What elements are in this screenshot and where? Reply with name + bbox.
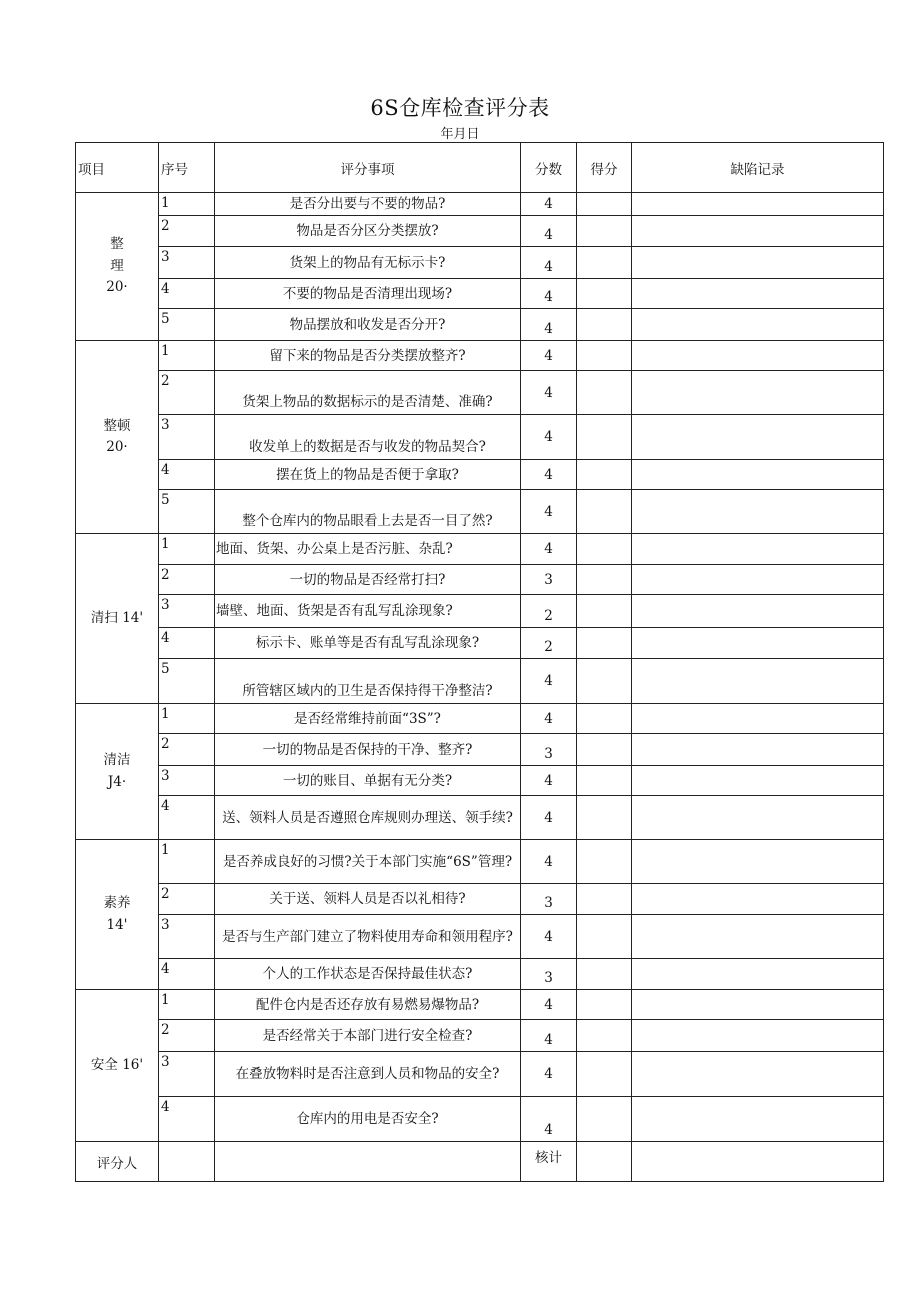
table-row <box>76 279 884 309</box>
header-row <box>76 143 884 193</box>
defect-record-cell[interactable] <box>632 371 884 415</box>
check-item: 一切的物品是否保持的干净、整齐? <box>215 734 521 766</box>
check-item: 是否分出要与不要的物品? <box>215 193 521 216</box>
defect-record-cell[interactable] <box>632 796 884 840</box>
check-item: 物品摆放和收发是否分开? <box>215 309 521 341</box>
obtained-score-cell[interactable] <box>577 415 632 460</box>
row-number: 2 <box>159 565 215 595</box>
row-number: 1 <box>159 990 215 1020</box>
score-table <box>75 142 884 1182</box>
header-item: 评分事项 <box>215 143 521 193</box>
obtained-score-cell[interactable] <box>577 990 632 1020</box>
table-row <box>76 193 884 216</box>
obtained-score-cell[interactable] <box>577 371 632 415</box>
header-obtained: 得分 <box>577 143 632 193</box>
group-name-cell <box>76 990 159 1142</box>
max-score: 2 <box>521 595 577 628</box>
row-number: 4 <box>159 628 215 659</box>
table-body <box>76 193 884 1142</box>
max-score: 4 <box>521 216 577 247</box>
obtained-score-cell[interactable] <box>577 565 632 595</box>
defect-record-cell[interactable] <box>632 734 884 766</box>
defect-record-cell[interactable] <box>632 279 884 309</box>
defect-record-cell[interactable] <box>632 1097 884 1142</box>
row-number: 4 <box>159 460 215 490</box>
table-row <box>76 309 884 341</box>
group-name-line: 整顿 <box>103 417 131 434</box>
max-score: 4 <box>521 704 577 734</box>
max-score: 3 <box>521 734 577 766</box>
max-score: 4 <box>521 1020 577 1052</box>
obtained-score-cell[interactable] <box>577 915 632 959</box>
obtained-score-cell[interactable] <box>577 247 632 279</box>
date-line: 年月日 <box>440 127 480 142</box>
max-score: 4 <box>521 279 577 309</box>
header-number: 序号 <box>159 143 215 193</box>
check-item: 是否经常关于本部门进行安全检查? <box>215 1020 521 1052</box>
row-number: 2 <box>159 884 215 915</box>
check-item: 标示卡、账单等是否有乱写乱涂现象? <box>215 628 521 659</box>
row-number: 2 <box>159 216 215 247</box>
max-score: 4 <box>521 534 577 565</box>
check-item: 个人的工作状态是否保持最佳状态? <box>215 959 521 990</box>
defect-record-cell[interactable] <box>632 915 884 959</box>
defect-record-cell[interactable] <box>632 534 884 565</box>
group-name-cell <box>76 341 159 534</box>
defect-record-cell[interactable] <box>632 309 884 341</box>
max-score: 4 <box>521 309 577 341</box>
max-score: 4 <box>521 990 577 1020</box>
row-number: 4 <box>159 959 215 990</box>
check-item: 是否经常维持前面“3S”? <box>215 704 521 734</box>
defect-record-cell[interactable] <box>632 595 884 628</box>
row-number: 5 <box>159 659 215 704</box>
table-row <box>76 990 884 1020</box>
table-row <box>76 1097 884 1142</box>
defect-record-cell[interactable] <box>632 193 884 216</box>
table-row <box>76 490 884 534</box>
max-score: 4 <box>521 415 577 460</box>
check-item: 配件仓内是否还存放有易燃易爆物品? <box>215 990 521 1020</box>
obtained-score-cell[interactable] <box>577 884 632 915</box>
defect-record-cell[interactable] <box>632 659 884 704</box>
defect-record-cell[interactable] <box>632 766 884 796</box>
table-row <box>76 659 884 704</box>
group-name-line: 安全 16' <box>90 1056 144 1073</box>
row-number: 5 <box>159 309 215 341</box>
group-name-line: 理 <box>110 257 124 274</box>
defect-record-cell[interactable] <box>632 415 884 460</box>
row-number: 4 <box>159 279 215 309</box>
check-item: 整个仓库内的物品眼看上去是否一目了然? <box>215 490 521 534</box>
max-score: 4 <box>521 659 577 704</box>
max-score: 4 <box>521 796 577 840</box>
check-item: 收发单上的数据是否与收发的物品契合? <box>215 415 521 460</box>
row-number: 1 <box>159 704 215 734</box>
obtained-score-cell[interactable] <box>577 766 632 796</box>
table-row <box>76 460 884 490</box>
group-name-line: 清扫 14' <box>90 609 144 626</box>
table-row <box>76 415 884 460</box>
row-number: 2 <box>159 734 215 766</box>
max-score: 4 <box>521 371 577 415</box>
defect-record-cell[interactable] <box>632 1020 884 1052</box>
obtained-score-cell[interactable] <box>577 341 632 371</box>
rater-label: 评分人 <box>76 1142 159 1182</box>
row-number: 3 <box>159 415 215 460</box>
defect-record-cell[interactable] <box>632 490 884 534</box>
check-item: 一切的账目、单据有无分类? <box>215 766 521 796</box>
row-number: 1 <box>159 534 215 565</box>
row-number: 2 <box>159 371 215 415</box>
table-row <box>76 595 884 628</box>
row-number: 3 <box>159 766 215 796</box>
obtained-score-cell[interactable] <box>577 279 632 309</box>
obtained-score-cell[interactable] <box>577 309 632 341</box>
table-row <box>76 1052 884 1097</box>
table-row <box>76 371 884 415</box>
row-number: 3 <box>159 1052 215 1097</box>
header-defects: 缺陷记录 <box>632 143 884 193</box>
max-score: 4 <box>521 247 577 279</box>
row-number: 1 <box>159 341 215 371</box>
obtained-score-cell[interactable] <box>577 216 632 247</box>
defect-record-cell[interactable] <box>632 1052 884 1097</box>
defect-record-cell[interactable] <box>632 840 884 884</box>
defect-record-cell[interactable] <box>632 247 884 279</box>
obtained-score-cell[interactable] <box>577 704 632 734</box>
group-name-line: 整 <box>110 236 124 253</box>
max-score: 4 <box>521 915 577 959</box>
max-score: 4 <box>521 490 577 534</box>
obtained-score-cell[interactable] <box>577 840 632 884</box>
defect-record-cell[interactable] <box>632 990 884 1020</box>
row-number: 5 <box>159 490 215 534</box>
group-name-cell <box>76 704 159 840</box>
total-value-cell[interactable] <box>577 1142 632 1182</box>
rater-blank-cell[interactable] <box>159 1142 215 1182</box>
group-name-line: 14' <box>106 916 128 933</box>
obtained-score-cell[interactable] <box>577 659 632 704</box>
row-number: 3 <box>159 247 215 279</box>
max-score: 4 <box>521 460 577 490</box>
footer-blank-cell[interactable] <box>632 1142 884 1182</box>
group-name-cell <box>76 840 159 990</box>
table-row <box>76 959 884 990</box>
check-item: 在叠放物料时是否注意到人员和物品的安全? <box>215 1052 521 1097</box>
check-item: 一切的物品是否经常打扫? <box>215 565 521 595</box>
group-name-line: J4· <box>107 773 127 790</box>
defect-record-cell[interactable] <box>632 884 884 915</box>
row-number: 3 <box>159 915 215 959</box>
defect-record-cell[interactable] <box>632 628 884 659</box>
row-number: 4 <box>159 1097 215 1142</box>
check-item: 墙壁、地面、货架是否有乱写乱涂现象? <box>215 595 521 628</box>
group-name-line: 清洁 <box>103 752 131 769</box>
row-number: 1 <box>159 840 215 884</box>
defect-record-cell[interactable] <box>632 216 884 247</box>
footer-row <box>76 1142 884 1182</box>
obtained-score-cell[interactable] <box>577 796 632 840</box>
obtained-score-cell[interactable] <box>577 595 632 628</box>
defect-record-cell[interactable] <box>632 565 884 595</box>
check-item: 物品是否分区分类摆放? <box>215 216 521 247</box>
obtained-score-cell[interactable] <box>577 534 632 565</box>
table-row <box>76 247 884 279</box>
check-item: 货架上物品的数据标示的是否清楚、准确? <box>215 371 521 415</box>
max-score: 4 <box>521 193 577 216</box>
max-score: 2 <box>521 628 577 659</box>
check-item: 货架上的物品有无标示卡? <box>215 247 521 279</box>
check-item: 是否与生产部门建立了物料使用寿命和领用程序? <box>215 915 521 959</box>
check-item: 摆在货上的物品是否便于拿取? <box>215 460 521 490</box>
obtained-score-cell[interactable] <box>577 959 632 990</box>
max-score: 4 <box>521 341 577 371</box>
obtained-score-cell[interactable] <box>577 490 632 534</box>
table-row <box>76 915 884 959</box>
check-item: 是否养成良好的习惯?关于本部门实施“6S”管理? <box>215 840 521 884</box>
table-row <box>76 734 884 766</box>
table-row <box>76 884 884 915</box>
table-row <box>76 341 884 371</box>
table-row <box>76 534 884 565</box>
group-name-line: 素养 <box>103 895 131 912</box>
table-row <box>76 1020 884 1052</box>
group-name-cell <box>76 534 159 704</box>
row-number: 1 <box>159 193 215 216</box>
max-score: 4 <box>521 840 577 884</box>
form-title: 6S仓库检查评分表 <box>370 96 550 120</box>
check-item: 送、领料人员是否遵照仓库规则办理送、领手续? <box>215 796 521 840</box>
obtained-score-cell[interactable] <box>577 734 632 766</box>
row-number: 3 <box>159 595 215 628</box>
defect-record-cell[interactable] <box>632 959 884 990</box>
check-item: 所管辖区域内的卫生是否保持得干净整洁? <box>215 659 521 704</box>
check-item: 不要的物品是否清理出现场? <box>215 279 521 309</box>
defect-record-cell[interactable] <box>632 341 884 371</box>
obtained-score-cell[interactable] <box>577 1020 632 1052</box>
row-number: 4 <box>159 796 215 840</box>
group-name-line: 20· <box>106 439 128 456</box>
rater-name-cell[interactable] <box>215 1142 521 1182</box>
group-name-cell <box>76 193 159 341</box>
obtained-score-cell[interactable] <box>577 193 632 216</box>
table-row <box>76 840 884 884</box>
max-score: 3 <box>521 884 577 915</box>
max-score: 3 <box>521 959 577 990</box>
max-score: 4 <box>521 1052 577 1097</box>
max-score: 4 <box>521 1097 577 1142</box>
group-name-line: 20· <box>106 279 128 296</box>
total-label: 核计 <box>521 1142 577 1182</box>
table-row <box>76 216 884 247</box>
row-number: 2 <box>159 1020 215 1052</box>
obtained-score-cell[interactable] <box>577 1097 632 1142</box>
defect-record-cell[interactable] <box>632 460 884 490</box>
max-score: 4 <box>521 766 577 796</box>
obtained-score-cell[interactable] <box>577 628 632 659</box>
max-score: 3 <box>521 565 577 595</box>
table-row <box>76 766 884 796</box>
table-row <box>76 565 884 595</box>
check-item: 关于送、领料人员是否以礼相待? <box>215 884 521 915</box>
obtained-score-cell[interactable] <box>577 1052 632 1097</box>
table-row <box>76 796 884 840</box>
table-row <box>76 704 884 734</box>
check-item: 仓库内的用电是否安全? <box>215 1097 521 1142</box>
defect-record-cell[interactable] <box>632 704 884 734</box>
header-project: 项目 <box>76 143 159 193</box>
check-item: 留下来的物品是否分类摆放整齐? <box>215 341 521 371</box>
obtained-score-cell[interactable] <box>577 460 632 490</box>
check-item: 地面、货架、办公桌上是否污脏、杂乱? <box>215 534 521 565</box>
header-score: 分数 <box>521 143 577 193</box>
table-row <box>76 628 884 659</box>
